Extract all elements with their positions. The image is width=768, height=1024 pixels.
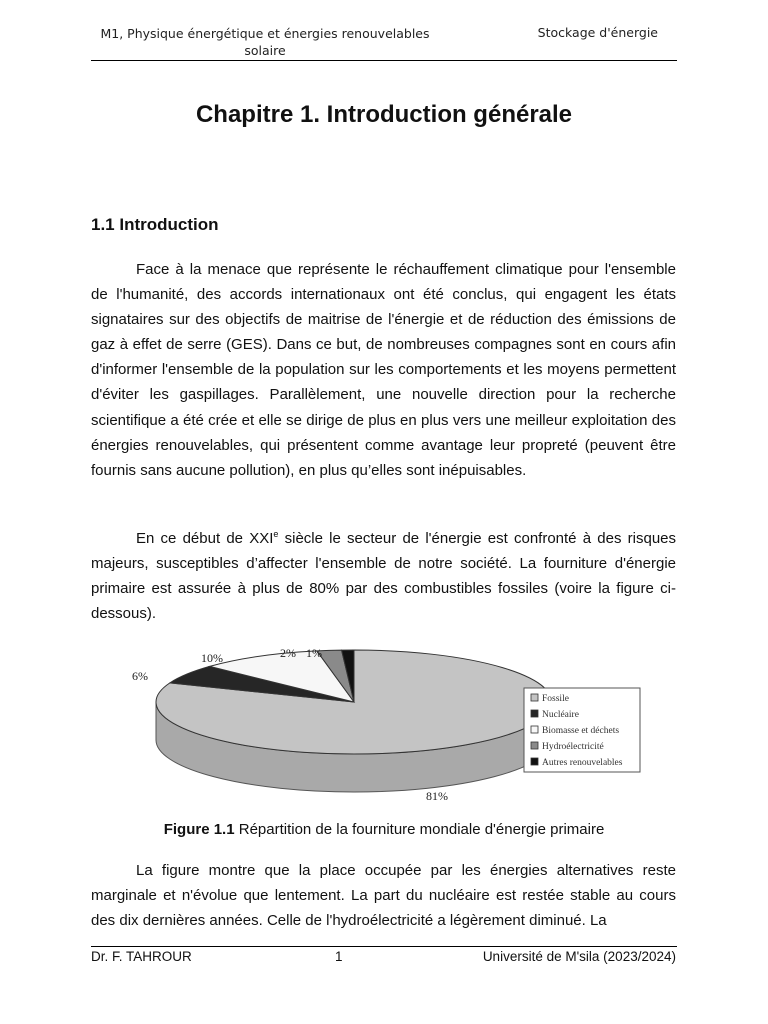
legend-swatch-autres-renouvelables [531, 758, 538, 765]
header-topic: Stockage d'énergie [537, 25, 658, 40]
figure-label: Figure 1.1 [163, 821, 235, 838]
page-number: 1 [335, 949, 343, 964]
legend-swatch-fossile [531, 694, 538, 701]
pie-label-hydroelectricite: 2% [280, 646, 296, 660]
pie-slices [156, 650, 552, 792]
paragraph-2-start: En ce début de XXI [136, 530, 274, 547]
figure-caption [0, 821, 768, 838]
footer-rule [91, 946, 677, 947]
section-heading: 1.1 Introduction [91, 215, 219, 234]
header-rule [91, 60, 677, 61]
paragraph-2-rest: siècle le secteur de l'énergie est confronté à des risques majeurs, susceptibles d’affecter l'ensemble de notre société. La fourniture d'énergie primaire est assurée à plus de 80% par des combustibles fossiles (voire la figure ci-dessous). [91, 530, 676, 623]
chapter-title: Chapitre 1. Introduction générale [195, 101, 573, 128]
legend-label-autres-renouvelables: Autres renouvelables [542, 758, 623, 768]
footer-university: Université de M'sila (2023/2024) [482, 949, 676, 964]
pie-label-fossile: 81% [426, 789, 448, 803]
legend-label-fossile: Fossile [542, 694, 569, 704]
paragraph-2 [91, 522, 676, 626]
header-course-title: M1, Physique énergétique et énergies renouvelables solaire [100, 26, 430, 58]
legend-swatch-nucleaire [531, 710, 538, 717]
figure-caption-text: Répartition de la fourniture mondiale d'énergie primaire [234, 821, 605, 838]
legend-label-nucleaire: Nucléaire [542, 710, 579, 720]
energy-pie-chart [126, 640, 646, 805]
pie-label-biomasse-et-dechets: 10% [201, 651, 223, 665]
legend-swatch-hydroelectricite [531, 742, 538, 749]
paragraph-3: La figure montre que la place occupée par les énergies alternatives reste marginale et n'évolue que lentement. La part du nucléaire est restée stable au cours des dix dernières années. Celle de l'hydroélectricité a légèrement diminué. La [91, 862, 676, 930]
century-superscript: e [273, 529, 279, 539]
footer-author: Dr. F. TAHROUR [91, 949, 192, 964]
pie-label-autres-renouvelables: 1% [306, 646, 322, 660]
chart-legend [524, 688, 640, 772]
legend-swatch-biomasse-et-dechets [531, 726, 538, 733]
legend-label-hydroelectricite: Hydroélectricité [542, 742, 604, 752]
paragraph-1: Face à la menace que représente le réchauffement climatique pour l'ensemble de l'humanité, des accords internationaux ont été conclus, qui engagent les états signataires sur des objectifs de maitrise de l'énergie et de réduction des émissions de gaz à effet de serre (GES). Dans ce but, de nombreuses compagnes sont en cours afin d'informer l'ensemble de la population sur les comportements et les moyens permettent d'éviter les gaspillages. Parallèlement, une nouvelle direction pour la recherche scientifique a été crée et elle se dirige de plus en plus vers une meilleur exploitation des énergies renouvelables, qui présentent comme avantage leur propreté (peuvent être fournis sans aucune pollution), en plus qu’elles sont inépuisables. [91, 261, 676, 479]
legend-label-biomasse-et-dechets: Biomasse et déchets [542, 726, 620, 736]
pie-label-nucleaire: 6% [132, 669, 148, 683]
